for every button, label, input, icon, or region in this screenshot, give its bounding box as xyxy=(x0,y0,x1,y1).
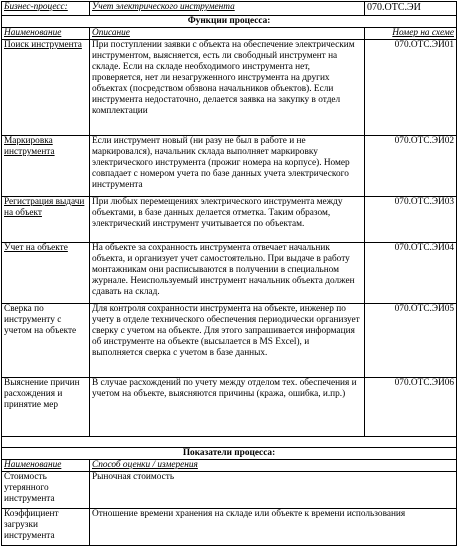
function-row xyxy=(2,197,457,243)
indicator-row xyxy=(2,509,457,546)
indicator-row xyxy=(2,472,457,509)
function-code: 070.ОТС.ЭИ01 xyxy=(365,40,457,136)
column-header-description: Описание xyxy=(90,28,365,40)
function-code: 070.ОТС.ЭИ05 xyxy=(365,304,457,378)
process-document xyxy=(1,1,456,546)
function-name: Выяснение причин расхождения и принятие мер xyxy=(2,378,90,437)
process-code: 070.ОТС.ЭИ xyxy=(365,2,457,16)
indicators-title: Показатели процесса: xyxy=(2,448,457,460)
function-row xyxy=(2,378,457,437)
indicator-header-name: Наименование xyxy=(2,460,90,472)
function-name: Учет на объекте xyxy=(2,243,90,304)
function-row xyxy=(2,136,457,197)
indicators-header-row xyxy=(2,460,457,472)
function-code: 070.ОТС.ЭИ04 xyxy=(365,243,457,304)
function-name: Маркировка инструмента xyxy=(2,136,90,197)
process-header-row xyxy=(2,2,457,16)
function-description: Если инструмент новый (ни разу не был в работе и не маркировался), начальник склада выполняет маркировку электрического инструмента (прожиг номера на корпусе). Номер совпадает с номером учета по базе данных учета электрического инструмента xyxy=(90,136,365,197)
function-description: При поступлении заявки с объекта на обеспечение электрическим инструментом, выясняется, есть ли свободный инструмент на складе. Если на складе необходимого инструмента нет, проверяется, нет ли незагруженного инструмента на других объектах (посредством обзвона начальников объектов). Если инструмента недостаточно, делается заявка на закупку в отдел комплектации xyxy=(90,40,365,136)
indicator-method: Рыночная стоимость xyxy=(90,472,457,509)
function-code: 070.ОТС.ЭИ06 xyxy=(365,378,457,437)
indicator-method: Отношение времени хранения на складе или объекте к времени использования xyxy=(90,509,457,546)
function-name: Регистрация выдачи на объект xyxy=(2,197,90,243)
function-row xyxy=(2,243,457,304)
indicator-name: Коэффициент загрузки инструмента xyxy=(2,509,90,546)
function-code: 070.ОТС.ЭИ03 xyxy=(365,197,457,243)
function-name: Поиск инструмента xyxy=(2,40,90,136)
spacer-cell xyxy=(2,437,457,448)
function-description: При любых перемещениях электрического инструмента между объектами, в базе данных делается отметка. Таким образом, электрический инструмент учитывается по объектам. xyxy=(90,197,365,243)
function-description: Для контроля сохранности инструмента на объекте, инженер по учету в отделе технического обеспечения периодически организует сверку с учетом на объекте. Для этого запрашивается информация об инструменте на объекте (высылается в MS Excel), и выполняется сверка с учетом в базе данных. xyxy=(90,304,365,378)
indicator-name: Стоимость утерянного инструмента xyxy=(2,472,90,509)
function-code: 070.ОТС.ЭИ02 xyxy=(365,136,457,197)
function-description: На объекте за сохранность инструмента отвечает начальник объекта, и организует учет самостоятельно. При выдаче в работу монтажникам они расписываются в получении в специальном журнале. Неиспользуемый инструмент начальник объекта должен сдавать на склад. xyxy=(90,243,365,304)
indicator-header-method: Способ оценки / измерения xyxy=(90,460,457,472)
function-row xyxy=(2,40,457,136)
functions-title: Функции процесса: xyxy=(2,16,457,28)
functions-header-row xyxy=(2,28,457,40)
column-header-name: Наименование xyxy=(2,28,90,40)
process-label: Бизнес-процесс: xyxy=(2,2,90,16)
function-name: Сверка по инструменту с учетом на объекте xyxy=(2,304,90,378)
indicators-title-row xyxy=(2,448,457,460)
functions-title-row xyxy=(2,16,457,28)
spacer-row xyxy=(2,437,457,448)
column-header-code: Номер на схеме xyxy=(365,28,457,40)
function-row xyxy=(2,304,457,378)
function-description: В случае расхождений по учету между отделом тех. обеспечения и учетом на объекте, выясняются причины (кража, ошибка, и.пр.) xyxy=(90,378,365,437)
process-name: Учет электрического инструмента xyxy=(90,2,365,16)
process-table xyxy=(1,1,457,546)
